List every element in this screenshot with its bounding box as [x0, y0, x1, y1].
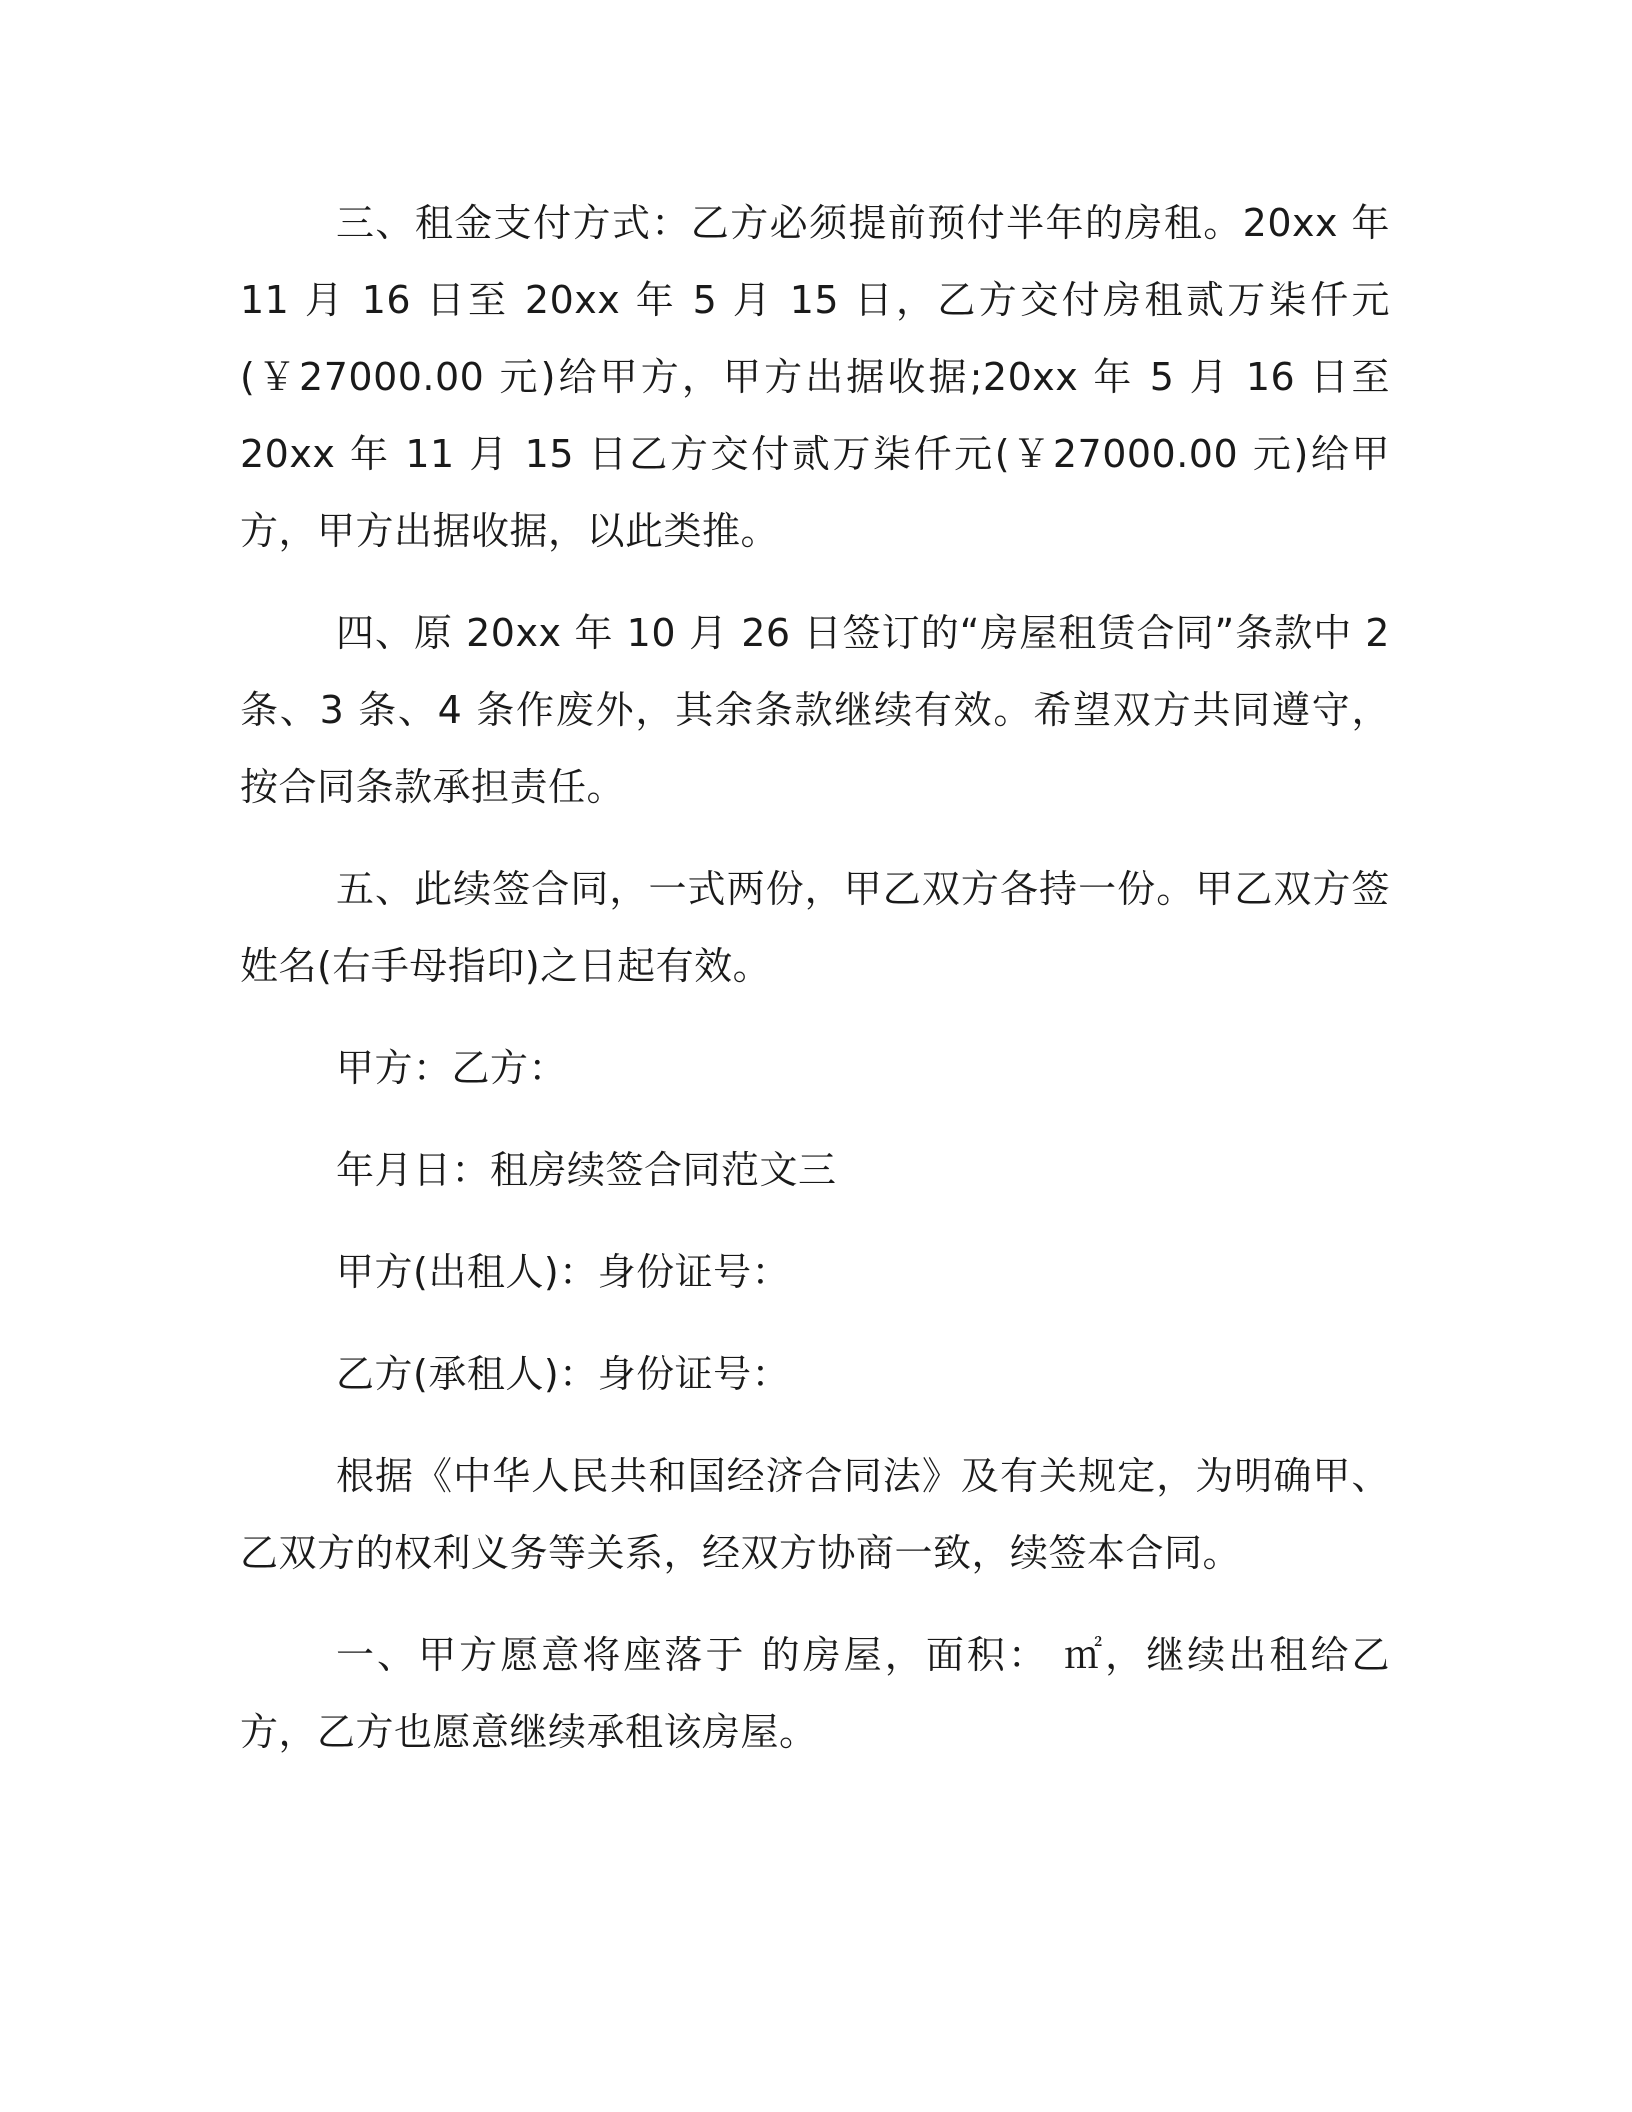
- clause-original-contract: 四、原 20xx 年 10 月 26 日签订的“房屋租赁合同”条款中 2 条、3 条、4 条作废外，其余条款继续有效。希望双方共同遵守，按合同条款承担责任。: [240, 611, 1390, 809]
- document-body: [240, 185, 1390, 1796]
- contract-preamble: 根据《中华人民共和国经济合同法》及有关规定，为明确甲、乙双方的权利义务等关系，经双方协商一致，续签本合同。: [240, 1454, 1390, 1575]
- clause-property-lease: 一、甲方愿意将座落于 的房屋，面积： ㎡，继续出租给乙方，乙方也愿意继续承租该房屋。: [240, 1633, 1390, 1754]
- date-and-title-line: 年月日：租房续签合同范文三: [336, 1148, 837, 1192]
- clause-copies-effective: 五、此续签合同，一式两份，甲乙双方各持一份。甲乙双方签姓名(右手母指印)之日起有效。: [240, 867, 1390, 988]
- signature-parties: 甲方：乙方：: [336, 1046, 568, 1090]
- clause-rent-payment: 三、租金支付方式：乙方必须提前预付半年的房租。20xx 年 11 月 16 日至 20xx 年 5 月 15 日，乙方交付房租贰万柒仟元(￥27000.00 元)给甲方，甲方出据收据;20xx 年 5 月 16 日至 20xx 年 11 月 15 日乙方交付贰万柒仟元(￥27000.00 元)给甲方，甲方出据收据，以此类推。: [240, 201, 1390, 553]
- party-b-lessee-id: 乙方(承租人)：身份证号：: [336, 1352, 791, 1396]
- party-a-lessor-id: 甲方(出租人)：身份证号：: [336, 1250, 791, 1294]
